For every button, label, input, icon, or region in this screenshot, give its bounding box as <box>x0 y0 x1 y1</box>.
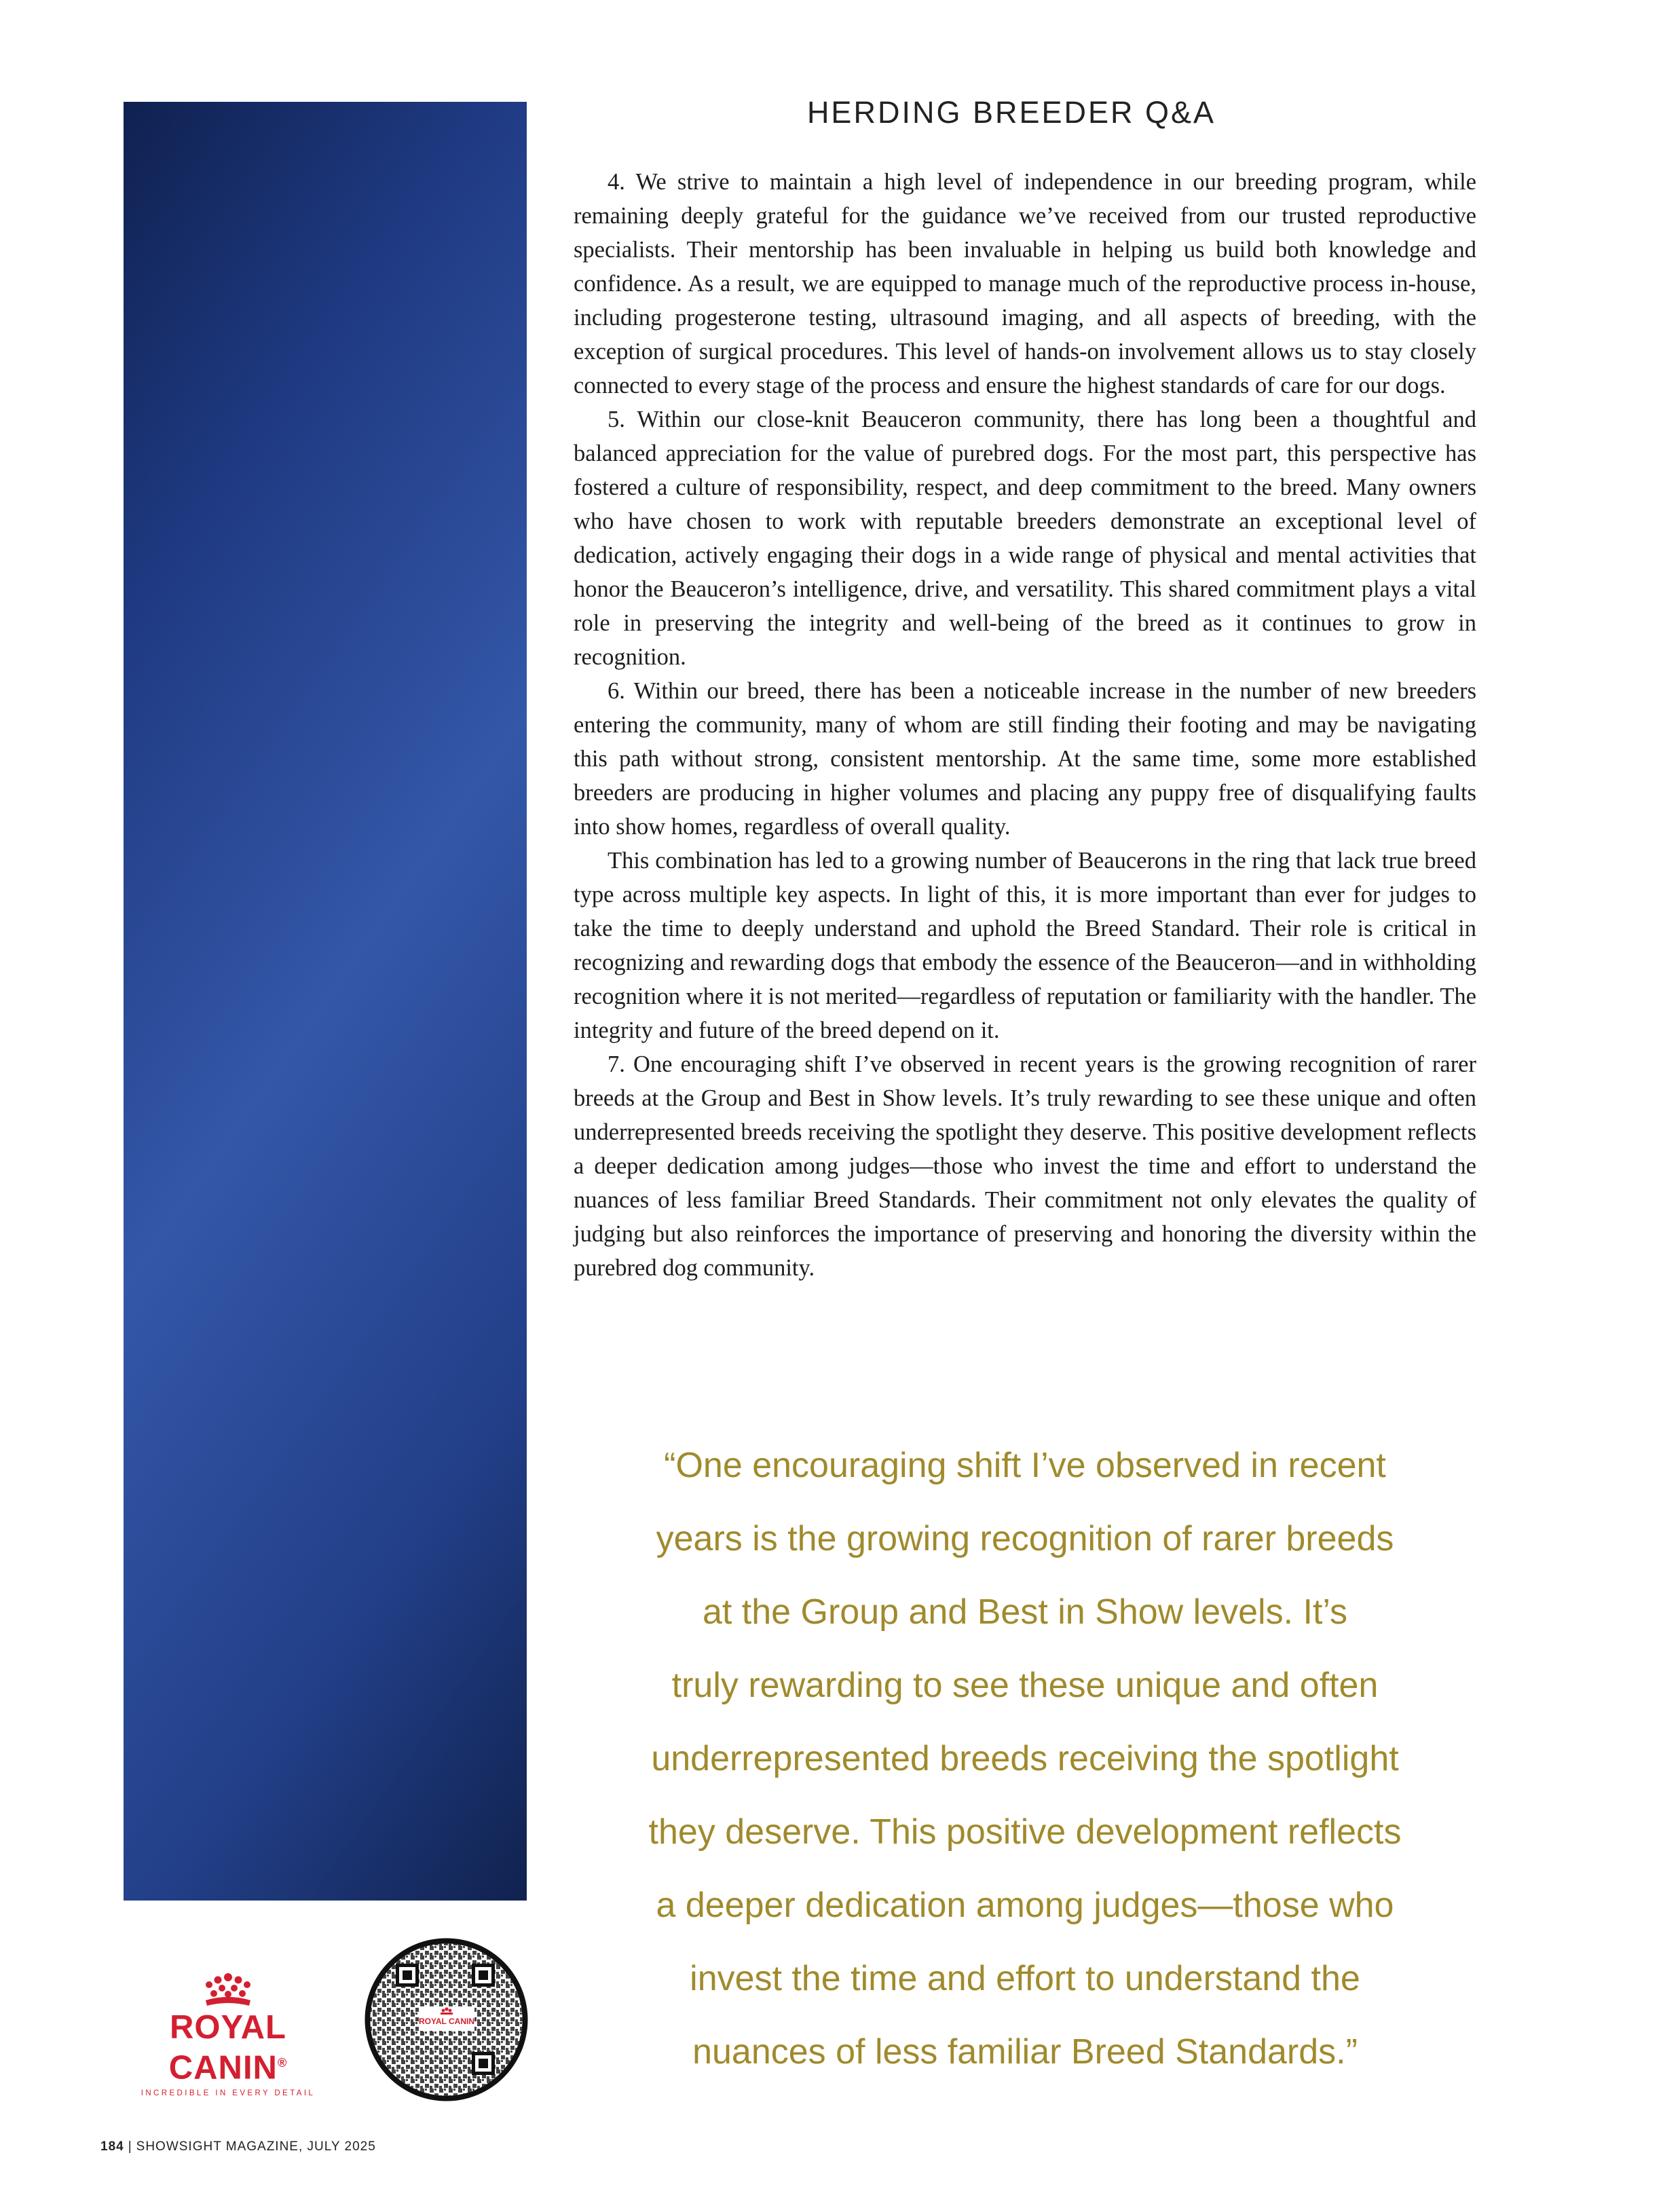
pull-quote-line: “One encouraging shift I’ve observed in recent <box>664 1446 1386 1485</box>
page-number: 184 <box>100 2139 124 2154</box>
answer-paragraph-6-continued: This combination has led to a growing number of Beaucerons in the ring that lack true breed type across multiple key aspects. In light of this, it is more important than ever for judges to take the time to deeply understand and uphold the Breed Standard. Their role is critical in recognizing and rewarding dogs that embody the essence of the Beauceron—and in withholding recognition where it is not merited—regardless of reputation or familiarity with the handler. The integrity and future of the breed depend on it. <box>574 848 1476 1043</box>
answer-paragraph-6: 6. Within our breed, there has been a noticeable increase in the number of new breeders entering the community, many of whom are still finding their footing and may be navigating this path without strong, consistent mentorship. At the same time, some more established breeders are producing in higher volumes and placing any puppy free of disqualifying faults into show homes, regardless of overall quality. <box>574 678 1476 840</box>
pull-quote-line: underrepresented breeds receiving the spotlight <box>651 1739 1399 1778</box>
pull-quote-line: years is the growing recognition of rarer breeds <box>656 1519 1394 1558</box>
pull-quote-line: they deserve. This positive development reflects <box>648 1812 1402 1852</box>
qr-finder-top-left <box>396 1964 419 1987</box>
answer-paragraph-7: 7. One encouraging shift I’ve observed in recent years is the growing recognition of rarer breeds at the Group and Best in Show levels. It’s truly rewarding to see these unique and often underrepresented breeds receiving the spotlight they deserve. This positive development reflects a deeper dedication among judges—those who invest the time and effort to understand the nuances of less familiar Breed Standards. Their commitment not only elevates the quality of judging but also reinforces the importance of preserving and honoring the diversity within the purebred dog community. <box>574 1051 1476 1281</box>
article-body <box>574 165 1476 1285</box>
royal-canin-logo[interactable] <box>119 1972 337 2098</box>
qr-finder-top-right <box>472 1964 495 1987</box>
pull-quote-line: truly rewarding to see these unique and often <box>671 1666 1379 1705</box>
pull-quote-line: nuances of less familiar Breed Standards.” <box>692 2032 1358 2072</box>
qr-brand-label: ROYAL CANIN <box>418 2017 475 2026</box>
qr-finder-bottom-right <box>472 2052 495 2075</box>
pull-quote <box>570 1429 1480 2089</box>
brand-name: ROYAL CANIN® <box>168 2009 288 2087</box>
decorative-blue-panel <box>124 102 527 1901</box>
page-footer <box>100 2139 376 2154</box>
footer-separator: | <box>128 2139 132 2154</box>
section-title: HERDING BREEDER Q&A <box>806 95 1216 130</box>
answer-paragraph-4: 4. We strive to maintain a high level of independence in our breeding program, while remaining deeply grateful for the guidance we’ve received from our trusted reproductive specialists. Their mentorship has been invaluable in helping us build both knowledge and confidence. As a result, we are equipped to manage much of the reproductive process in-house, including progesterone testing, ultrasound imaging, and all aspects of breeding, with the exception of surgical procedures. This level of hands-on involvement allows us to stay closely connected to every stage of the process and ensure the highest standards of care for our dogs. <box>574 169 1476 398</box>
pull-quote-line: a deeper dedication among judges—those who <box>656 1886 1394 1925</box>
pull-quote-line: at the Group and Best in Show levels. It’s <box>702 1592 1347 1632</box>
crown-icon <box>198 1972 259 2007</box>
answer-paragraph-5: 5. Within our close-knit Beauceron community, there has long been a thoughtful and balanced appreciation for the value of purebred dogs. For the most part, this perspective has fostered a culture of responsibility, respect, and deep commitment to the breed. Many owners who have chosen to work with reputable breeders demonstrate an exceptional level of dedication, actively engaging their dogs in a wide range of physical and mental activities that honor the Beauceron’s intelligence, drive, and versatility. This shared commitment plays a vital role in preserving the integrity and well-being of the breed as it continues to grow in recognition. <box>574 407 1476 670</box>
brand-tagline: INCREDIBLE IN EVERY DETAIL <box>141 2089 316 2098</box>
pull-quote-line: invest the time and effort to understand the <box>690 1959 1360 1998</box>
publication-name: SHOWSIGHT MAGAZINE, JULY 2025 <box>136 2139 376 2154</box>
qr-code[interactable] <box>363 1937 529 2103</box>
